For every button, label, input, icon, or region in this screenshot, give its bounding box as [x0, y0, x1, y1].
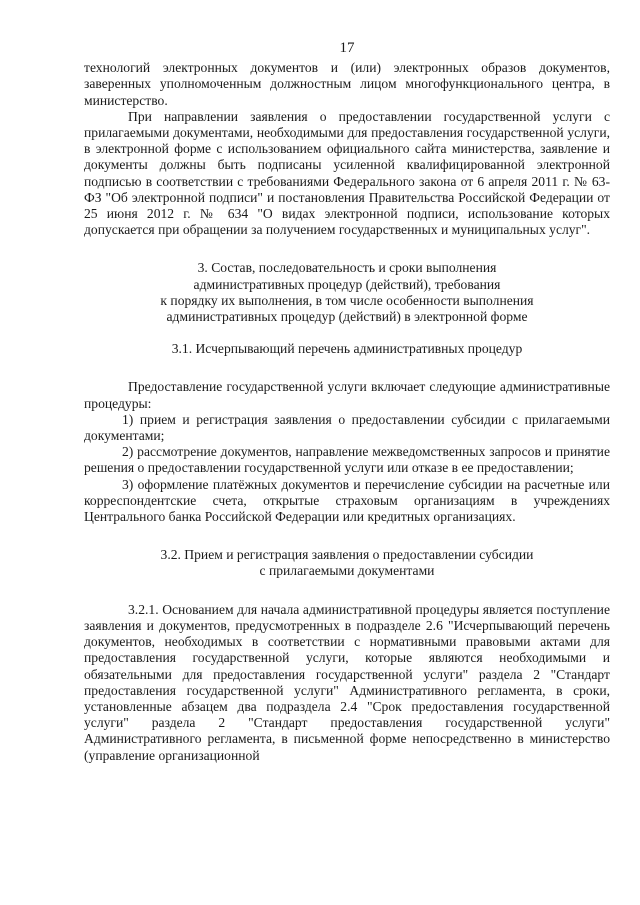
section-3-heading [84, 260, 610, 325]
paragraph-continuation: технологий электронных документов и (или) электронных образов документов, заверенных уполномоченным должностным лицом многофункционального центра, в министерство. [84, 60, 610, 108]
section-3-heading-line-1: 3. Состав, последовательность и сроки выполнения [197, 260, 497, 276]
section-3-2-heading-line-2: с прилагаемыми документами [259, 563, 435, 579]
paragraph-electronic-signature: При направлении заявления о предоставлении государственной услуги с прилагаемыми документами, необходимыми для предоставления государственной услуги, в электронной форме с использованием официального сайта министерства, заявление и документы должны быть подписаны усиленной квалифицированной электронной подписью в соответствии с требованиями Федерального закона от 6 апреля 2011 г. № 63-ФЗ "Об электронной подписи" и постановления Правительства Российской Федерации от 25 июня 2012 г. № 634 "О видах электронной подписи, использование которых допускается при обращении за получением государственных и муниципальных услуг". [84, 108, 610, 238]
section-3-heading-line-4: административных процедур (действий) в электронной форме [166, 309, 528, 325]
section-3-heading-line-3: к порядку их выполнения, в том числе особенности выполнения [160, 292, 534, 308]
procedure-item-2: 2) рассмотрение документов, направление межведомственных запросов и принятие решения о предоставлении государственной услуги или отказе в ее предоставлении; [84, 444, 610, 476]
procedure-item-1: 1) прием и регистрация заявления о предоставлении субсидии с прилагаемыми документами; [84, 411, 610, 444]
section-3-2-heading-line-1: 3.2. Прием и регистрация заявления о предоставлении субсидии [160, 547, 534, 563]
section-3-1-heading: 3.1. Исчерпывающий перечень административных процедур [171, 341, 523, 357]
section-3-heading-line-2: административных процедур (действий), требования [193, 276, 501, 292]
procedure-item-3: 3) оформление платёжных документов и перечисление субсидии на расчетные или корреспондентские счета, открытые страховым организациям в учреждениях Центрального банка Российской Федерации или кредитных организациях. [84, 476, 610, 525]
section-3-1-intro: Предоставление государственной услуги включает следующие административные процедуры: [84, 379, 610, 411]
page-number: 17 [339, 40, 355, 56]
section-3-2-heading [84, 547, 610, 579]
paragraph-3-2-1: 3.2.1. Основанием для начала административной процедуры является поступление заявления и документов, предусмотренных в подразделе 2.6 "Исчерпывающий перечень документов, необходимых в соответствии с нормативными правовыми актами для предоставления государственной услуги, которые являются необходимыми и обязательными для предоставления государственной услуги" раздела 2 "Стандарт предоставления государственной услуги" Административного регламента, в сроки, установленные абзацем два подраздела 2.4 "Срок предоставления государственной услуги" раздела 2 "Стандарт предоставления государственной услуги" Административного регламента, в письменной форме непосредственно в министерство (управление организационной [84, 601, 610, 763]
